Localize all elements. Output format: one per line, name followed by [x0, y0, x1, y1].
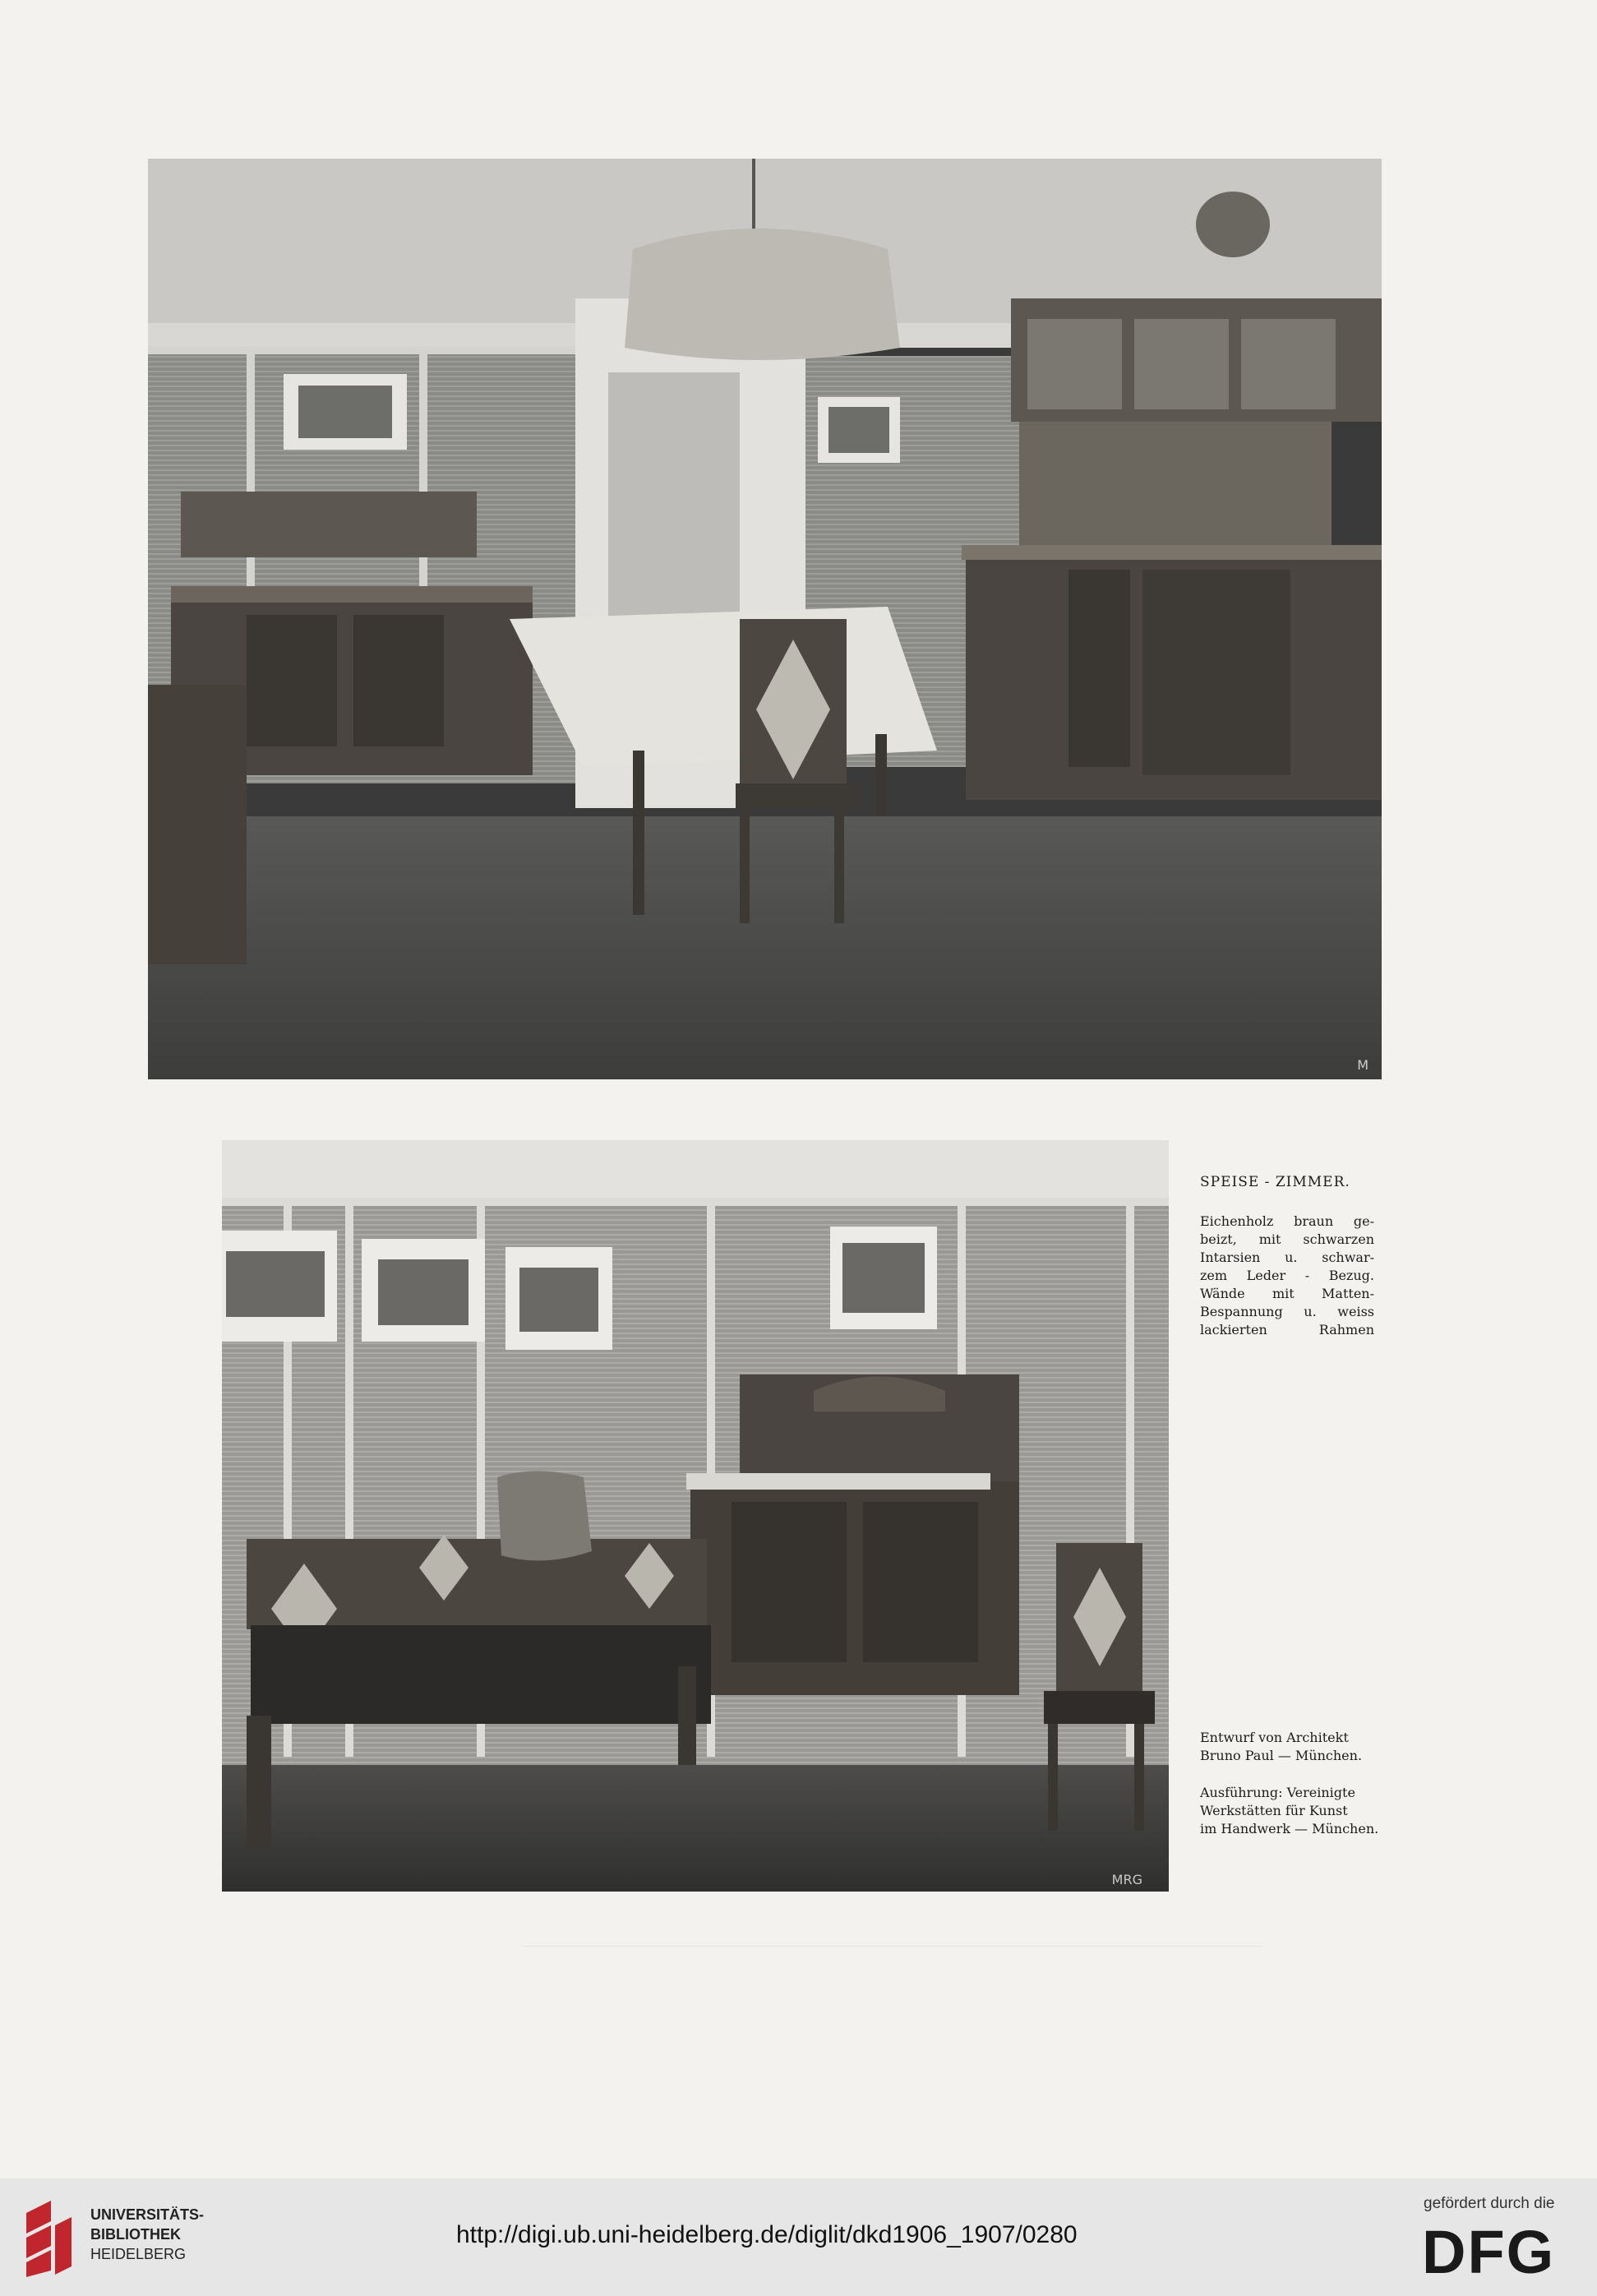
- caption-execution-line: Ausführung: Vereinigte: [1200, 1785, 1355, 1800]
- caption-design-credit: [1200, 1729, 1397, 1765]
- library-name-line3: HEIDELBERG: [90, 2246, 187, 2262]
- permalink-url[interactable]: http://digi.ub.uni-heidelberg.de/diglit/dkd1906_1907/0280: [456, 2221, 1078, 2248]
- university-library-logo-icon: [18, 2197, 76, 2279]
- bottom-photo-monogram: MRG: [1111, 1872, 1142, 1887]
- caption-description-line: beizt, mit schwarzen: [1200, 1231, 1374, 1247]
- caption-execution-line: Werkstätten für Kunst: [1200, 1803, 1348, 1818]
- university-library-name: [90, 2205, 204, 2264]
- caption-description-line: Eichenholz braun ge-: [1200, 1213, 1374, 1229]
- caption-description-line: Bespannung u. weiss: [1200, 1304, 1374, 1319]
- library-name-line2: BIBLIOTHEK: [90, 2226, 181, 2243]
- funding-label: gefördert durch die: [1424, 2195, 1555, 2212]
- settee-corner-photo: [222, 1140, 1169, 1892]
- dining-room-photo: [148, 159, 1382, 1079]
- caption-credit-line: Bruno Paul — München.: [1200, 1748, 1363, 1763]
- caption-credit-line: Entwurf von Architekt: [1200, 1730, 1349, 1745]
- caption-description-line: Intarsien u. schwar-: [1200, 1250, 1374, 1265]
- digitization-footer: [0, 2178, 1597, 2296]
- caption-title: SPEISE - ZIMMER.: [1200, 1174, 1350, 1190]
- library-name-line1: UNIVERSITÄTS-: [90, 2206, 205, 2223]
- caption-description: [1200, 1213, 1374, 1339]
- caption-execution-line: im Handwerk — München.: [1200, 1821, 1379, 1836]
- caption-description-line: zem Leder - Bezug.: [1200, 1268, 1374, 1283]
- caption-execution-credit: [1200, 1784, 1397, 1838]
- dfg-logo: DFG: [1422, 2218, 1556, 2286]
- top-photo-monogram: M: [1357, 1057, 1369, 1073]
- plate-mark: [523, 1946, 1262, 1947]
- caption-description-line: lackierten Rahmen: [1200, 1322, 1374, 1337]
- caption-description-line: Wände mit Matten-: [1200, 1286, 1374, 1301]
